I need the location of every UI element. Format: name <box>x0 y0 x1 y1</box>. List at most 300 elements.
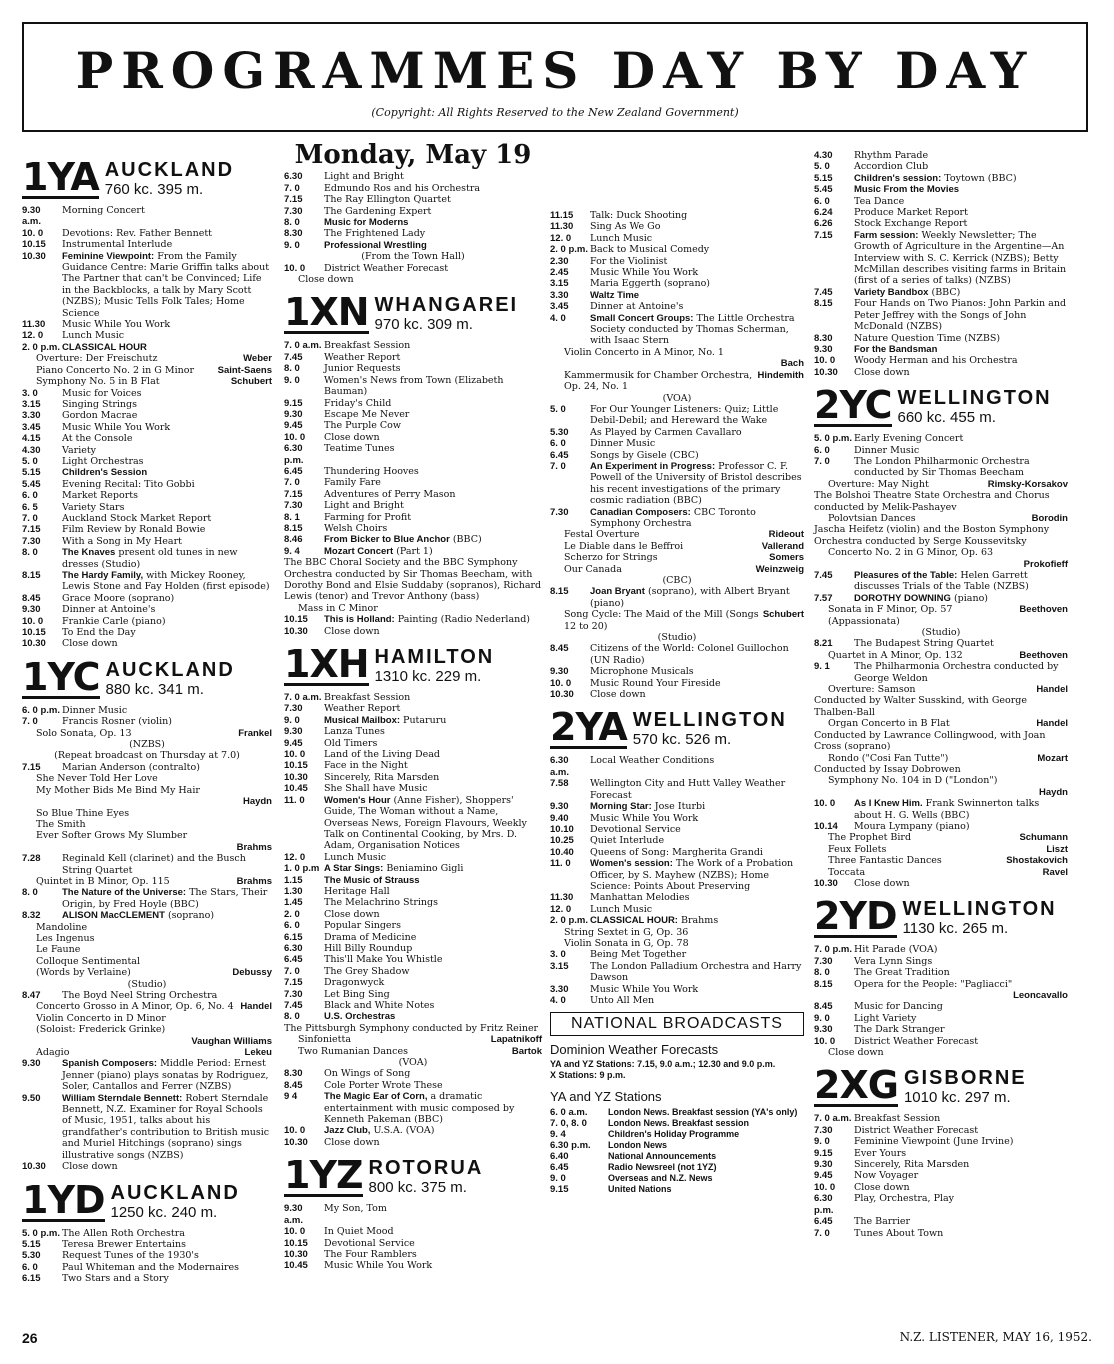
programme-text <box>324 726 542 737</box>
programme-work <box>22 365 272 376</box>
programme-title: Vera Lynn Sings <box>854 955 933 967</box>
work-title: String Sextet in G, Op. 36 <box>564 926 689 938</box>
programme-title: Weather Report <box>324 703 401 715</box>
programme-title: Toytown (BBC) <box>944 172 1017 184</box>
programme-highlight: An Experiment in Progress: <box>590 460 716 472</box>
programme-highlight: Morning Star: <box>590 801 652 813</box>
programme-time: 7.30 <box>284 988 303 1000</box>
programme-time: 9 4 <box>284 1091 298 1103</box>
programme-highlight: Farm session: <box>854 229 919 241</box>
programme-title: Land of the Living Dead <box>324 749 440 761</box>
programme-time: 5.30 <box>22 1250 41 1262</box>
programme-text <box>590 824 804 835</box>
programme-item <box>284 1226 542 1237</box>
programme-item <box>550 244 804 255</box>
programme-time: 4.30 <box>22 444 41 456</box>
programme-text <box>324 909 542 920</box>
programme-text <box>62 410 272 421</box>
programme-text <box>62 604 272 615</box>
programme-note: (VOA) <box>398 1057 428 1069</box>
programme-item <box>22 433 272 444</box>
programme-text <box>324 875 542 886</box>
programme-text <box>324 171 542 182</box>
programme-text <box>324 920 542 931</box>
programme-work <box>22 830 272 841</box>
programme-title: Wellington City and Hutt Valley Weather Forecast <box>590 778 786 801</box>
programme-text <box>590 461 804 507</box>
programme-time: 7. 0 a.m. <box>284 692 322 704</box>
composer: Rideout <box>768 529 804 541</box>
programme-work <box>22 376 272 387</box>
programme-time: 5.30 <box>550 426 569 438</box>
work-title: Rondo ("Cosi Fan Tutte") <box>828 752 949 764</box>
composer: Weinzweig <box>755 563 804 575</box>
programme-title: Brahms <box>681 915 719 927</box>
programme-title: Cole Porter Wrote These <box>324 1079 443 1091</box>
programme-title: Manhattan Melodies <box>590 892 690 904</box>
composer: Shostakovich <box>1006 855 1068 867</box>
programme-work <box>550 552 804 563</box>
programme-item <box>284 897 542 908</box>
programme-item <box>22 1262 272 1273</box>
programme-title: Helen Garrett discusses Trials of the Table (NZBS) <box>854 570 1029 593</box>
programme-title: Radio Newsreel (not 1YZ) <box>608 1161 717 1172</box>
programme-item <box>22 1058 272 1092</box>
programme-title: Dinner at Antoine's <box>62 604 156 616</box>
station-city: AUCKLAND <box>104 159 235 181</box>
work-title: Sinfonietta <box>298 1034 351 1046</box>
programme-item <box>22 524 272 535</box>
programme-time: 8.15 <box>284 522 303 534</box>
programme-title: Now Voyager <box>854 1170 919 1182</box>
programme-highlight: Children's session: <box>854 172 942 184</box>
programme-text <box>854 367 1068 378</box>
programme-work <box>550 609 804 632</box>
programme-title: The Budapest String Quartet <box>854 638 994 650</box>
programme-text <box>590 847 804 858</box>
programme-title: Music While You Work <box>590 983 699 995</box>
programme-time: 10.15 <box>284 1237 308 1249</box>
programme-title: The Gardening Expert <box>324 205 432 217</box>
station-header <box>814 894 1068 939</box>
programme-text <box>854 570 1068 593</box>
programme-title: Teresa Brewer Entertains <box>62 1238 186 1250</box>
programme-title: Music for Voices <box>62 387 142 399</box>
composer: Lapatnikoff <box>490 1034 542 1046</box>
programme-text <box>854 161 1068 172</box>
programme-work <box>22 773 272 784</box>
programme-text <box>62 433 272 444</box>
programme-text <box>324 398 542 409</box>
work-title: Feux Follets <box>828 843 887 855</box>
programme-time: 8.15 <box>22 570 41 581</box>
station-frequency: 570 kc. 526 m. <box>632 731 732 749</box>
programme-work <box>814 479 1068 490</box>
programme-time: 10.30 <box>814 877 838 889</box>
work-title: Adagio <box>36 1047 70 1059</box>
programme-item <box>22 513 272 524</box>
programme-text <box>62 536 272 547</box>
programme-item <box>22 1273 272 1284</box>
programme-item <box>284 240 542 251</box>
programme-highlight: ALISON MacCLEMENT <box>62 910 165 922</box>
programme-item <box>284 1080 542 1091</box>
programme-item <box>22 239 272 250</box>
station-frequency: 800 kc. 375 m. <box>368 1179 467 1197</box>
station-city: HAMILTON <box>374 646 495 669</box>
programme-item <box>550 915 804 926</box>
programme-highlight: Waltz Time <box>590 289 640 301</box>
programme-item <box>284 340 542 351</box>
station-header <box>22 654 272 699</box>
programme-title: Microphone Musicals <box>590 666 694 678</box>
programme-item <box>814 1182 1068 1193</box>
work-title: The Smith <box>36 818 86 830</box>
programme-item <box>22 593 272 604</box>
programme-time: 5. 0 p.m. <box>814 433 853 445</box>
copyright-note: (Copyright: All Rights Reserved to the New Zealand Government) <box>371 106 739 119</box>
programme-time: 9.30 <box>814 343 833 355</box>
programme-title: Moura Lympany (piano) <box>854 820 970 832</box>
station-frequency: 1010 kc. 297 m. <box>903 1089 1011 1107</box>
programme-highlight: U.S. Orchestras <box>324 1011 396 1023</box>
programme-work <box>22 922 272 933</box>
programme-highlight: Small Concert Groups: <box>590 312 694 324</box>
programme-item <box>814 196 1068 207</box>
programme-time: 9.40 <box>550 812 569 824</box>
column-4 <box>814 150 1068 1239</box>
programme-text <box>854 150 1068 161</box>
programme-item <box>550 450 804 461</box>
programme-time: 8. 0 <box>814 967 830 979</box>
programme-time: 8.45 <box>22 592 41 604</box>
programme-item <box>284 194 542 205</box>
programme-text <box>324 500 542 511</box>
programme-time: 1.15 <box>284 874 303 886</box>
programme-text <box>62 513 272 524</box>
programme-highlight: Pleasures of the Table: <box>854 570 958 581</box>
programme-text <box>854 1024 1068 1035</box>
programme-item <box>550 586 804 609</box>
programme-title: Let Bing Sing <box>324 988 390 1000</box>
programme-time: 8. 0 <box>22 547 38 559</box>
programme-text <box>324 863 542 874</box>
programme-highlight: CLASSICAL HOUR <box>62 341 147 353</box>
programme-title: Close down <box>854 1181 910 1193</box>
programme-time: 5. 0 <box>814 161 830 173</box>
programme-item <box>814 661 1068 684</box>
station-info <box>111 1182 240 1222</box>
programme-time: 6.15 <box>284 931 303 943</box>
programme-item <box>22 205 272 228</box>
programme-text <box>324 546 542 557</box>
programme-time: 8.30 <box>814 332 833 344</box>
programme-item <box>550 438 804 449</box>
programme-time: 6.26 <box>814 218 833 230</box>
programme-title: Light and Bright <box>324 171 404 183</box>
programme-text <box>854 218 1068 229</box>
programme-item <box>814 1148 1068 1159</box>
programme-text <box>62 627 272 638</box>
programme-text <box>324 795 542 852</box>
composer: Schubert <box>230 376 272 388</box>
station-info <box>375 294 519 334</box>
station-city: AUCKLAND <box>110 1181 240 1204</box>
programme-text <box>324 523 542 534</box>
programme-time: 7. 0 <box>22 512 38 524</box>
station-info <box>105 159 234 199</box>
programme-time: 6.30 p.m. <box>550 1139 591 1151</box>
programme-item <box>22 479 272 490</box>
programme-text <box>590 904 804 915</box>
programme-title: Conducted by Issay Dobrowen <box>814 763 961 775</box>
programme-text <box>814 695 1068 718</box>
programme-item <box>550 301 804 312</box>
programme-item <box>550 427 804 438</box>
programme-text <box>854 344 1068 355</box>
programme-time: 9.15 <box>814 1147 833 1159</box>
column-1 <box>22 150 272 1285</box>
programme-text <box>324 340 542 351</box>
programme-text <box>324 932 542 943</box>
programme-item <box>284 715 542 726</box>
programme-item <box>284 375 542 398</box>
programme-time: 9. 0 <box>284 374 300 386</box>
composer: Handel <box>1036 718 1068 730</box>
station-header <box>22 1177 272 1222</box>
programme-time: 6.15 <box>22 1273 41 1285</box>
programme-time: 9.45 <box>284 737 303 749</box>
programme-title: From the Family Guidance Centre: Marie Griffin talks about The Partner that can't be Convinced; Life in the Backblocks, a talk by Mary Scott (NZBS); Music Tells Folk Tales; Home Science <box>62 250 270 319</box>
programme-title: National Announcements <box>608 1150 717 1161</box>
programme-text <box>62 239 272 250</box>
programme-highlight: William Sterndale Bennett: <box>62 1092 183 1104</box>
work-title: Mass in C Minor <box>298 602 378 614</box>
programme-title: Close down <box>854 877 910 889</box>
programme-text <box>324 1068 542 1079</box>
programme-item <box>284 738 542 749</box>
work-title: Symphony No. 5 in B Flat <box>36 376 160 388</box>
programme-item <box>814 333 1068 344</box>
programme-highlight: Children's Session <box>62 467 148 479</box>
programme-item <box>284 489 542 500</box>
programme-title: Frank Swinnerton talks about H. G. Wells (BBC) <box>854 798 1040 821</box>
programme-item <box>284 409 542 420</box>
programme-title: Morning Concert <box>62 205 145 216</box>
station-frequency: 1310 kc. 229 m. <box>374 668 482 686</box>
programme-title: Black and White Notes <box>324 1000 435 1011</box>
programme-title: Close down <box>324 908 380 920</box>
programme-item <box>284 1203 542 1226</box>
programme-text <box>62 479 272 490</box>
programme-item <box>284 920 542 931</box>
programme-item <box>814 821 1068 832</box>
programme-title: My Son, Tom <box>324 1203 387 1215</box>
programme-title: Local Weather Conditions <box>590 755 715 767</box>
programme-title: Talk: Duck Shooting <box>590 210 688 221</box>
programme-item <box>284 1011 542 1022</box>
programme-item <box>550 461 804 507</box>
programme-time: 8. 0 <box>284 363 300 375</box>
programme-item <box>22 490 272 501</box>
programme-time: 7. 0 <box>550 460 566 472</box>
programme-item <box>814 1216 1068 1227</box>
programme-title: Dinner at Antoine's <box>590 301 684 313</box>
programme-time: 9.30 <box>22 604 41 616</box>
programme-text <box>324 206 542 217</box>
programme-title: Children's Holiday Programme <box>608 1128 740 1139</box>
programme-time: 10. 0 <box>814 798 836 810</box>
programme-item <box>284 1023 542 1034</box>
programme-text <box>324 977 542 988</box>
national-item <box>550 1107 804 1118</box>
programme-text <box>854 1113 1068 1124</box>
programme-item <box>550 507 804 530</box>
programme-highlight: As I Knew Him. <box>854 798 923 810</box>
programme-title: (BBC) <box>931 286 961 298</box>
programme-time: 10. 0 <box>284 431 306 443</box>
station-callsign: 2YA <box>550 705 627 750</box>
page-number: 26 <box>22 1330 38 1346</box>
programme-time: 7. 0, 8. 0 <box>550 1117 587 1129</box>
programme-title: Evening Recital: Tito Gobbi <box>62 478 195 490</box>
programme-time: 6. 0 a.m. <box>550 1106 588 1118</box>
programme-title: At the Console <box>62 433 133 445</box>
programme-title: The Four Ramblers <box>324 1248 417 1260</box>
composer: Leoncavallo <box>1013 990 1068 1001</box>
programme-title: Hill Billy Roundup <box>324 942 413 954</box>
programme-time: 9. 0 <box>284 714 300 726</box>
composer: Frankel <box>238 727 272 739</box>
programme-text <box>62 502 272 513</box>
programme-item <box>284 466 542 477</box>
programme-title: She Shall have Music <box>324 783 428 795</box>
work-title: Concerto No. 2 in G Minor, Op. 63 <box>828 547 994 559</box>
programme-title: Light Variety <box>854 1012 917 1024</box>
programme-work <box>22 353 272 364</box>
programme-text <box>590 778 804 801</box>
national-item <box>550 1140 804 1151</box>
programme-item <box>22 1250 272 1261</box>
programme-title: Teatime Tunes <box>324 443 395 455</box>
programme-time: 7.28 <box>22 853 41 865</box>
station-callsign: 1XH <box>284 642 369 687</box>
work-title: Two Rumanian Dances <box>298 1045 408 1057</box>
work-title: So Blue Thine Eyes <box>36 807 130 819</box>
programme-title: Two Stars and a Story <box>62 1273 169 1285</box>
programme-item <box>284 760 542 771</box>
work-title: Toccata <box>828 866 866 878</box>
programme-text <box>62 251 272 319</box>
programme-work <box>814 1047 1068 1058</box>
programme-text <box>854 1136 1068 1147</box>
programme-time: 10.40 <box>550 846 574 858</box>
programme-item <box>284 852 542 863</box>
programme-item <box>284 932 542 943</box>
programme-highlight: Feminine Viewpoint: <box>62 250 155 262</box>
programme-item <box>22 399 272 410</box>
programme-work <box>550 564 804 575</box>
programme-time: 8.15 <box>814 298 833 310</box>
programme-time: 9. 4 <box>550 1128 566 1140</box>
programme-item <box>814 1136 1068 1147</box>
programme-title: Rhythm Parade <box>854 150 929 161</box>
programme-time: 10. 0 <box>284 1226 306 1238</box>
work-title: Piano Concerto No. 2 in G Minor <box>36 364 194 376</box>
programme-title: Welsh Choirs <box>324 522 388 534</box>
programme-title: (soprano) <box>167 910 215 922</box>
programme-highlight: The Nature of the Universe: <box>62 887 187 899</box>
station-city: GISBORNE <box>903 1067 1027 1090</box>
programme-title: The Frightened Lady <box>324 228 426 240</box>
programme-work <box>814 650 1068 661</box>
programme-time: 10. 0 <box>550 677 572 689</box>
programme-title: Songs by Gisele (CBC) <box>590 449 699 461</box>
programme-title: Film Review by Ronald Bowie <box>62 524 206 536</box>
programme-work <box>814 867 1068 878</box>
programme-time: 7.15 <box>284 488 303 500</box>
station-city: WELLINGTON <box>897 387 1052 410</box>
programme-item <box>22 251 272 319</box>
programme-title: Produce Market Report <box>854 207 968 219</box>
programme-text <box>62 1262 272 1273</box>
programme-text <box>590 643 804 666</box>
programme-work <box>550 529 804 540</box>
programme-time: 7.30 <box>814 955 833 967</box>
programme-item <box>284 783 542 794</box>
programme-item <box>284 228 542 239</box>
programme-time: 1. 0 p.m <box>284 863 320 875</box>
programme-item <box>284 692 542 703</box>
programme-item <box>284 477 542 488</box>
programme-note: (VOA) <box>662 392 692 404</box>
station-frequency: 1130 kc. 265 m. <box>902 920 1009 938</box>
programme-title: The Stars, Their Origin, by Fred Hoyle (BBC) <box>62 887 268 910</box>
programme-item <box>284 443 542 466</box>
programme-title: For Our Younger Listeners: Quiz; Little Debil-Debil; and Hereward the Wake <box>590 403 779 427</box>
programme-time: 7.30 <box>814 1124 833 1136</box>
programme-text <box>324 738 542 749</box>
programme-item <box>814 207 1068 218</box>
station-info <box>369 1157 484 1197</box>
programme-title: Robert Sterndale Bennett, N.Z. Examiner for Royal Schools of Music, 1951, talks about his grandfather's contribution to British music and Muriel Hitchings (soprano) sings illustrative songs (NZBS) <box>62 1092 270 1161</box>
programme-item <box>550 233 804 244</box>
programme-time: 6. 5 <box>22 501 38 513</box>
programme-text <box>324 1000 542 1011</box>
programme-item <box>550 210 804 221</box>
programme-title: Heritage Hall <box>324 885 390 897</box>
programme-time: 10. 0 <box>814 355 836 367</box>
composer: Ravel <box>1042 866 1068 878</box>
programme-highlight: Spanish Composers: <box>62 1058 158 1070</box>
programme-text <box>62 638 272 649</box>
programme-title: Queens of Song: Margherita Grandi <box>590 846 763 858</box>
composer: Brahms <box>236 841 272 853</box>
programme-work <box>814 684 1068 695</box>
programme-text <box>62 705 272 716</box>
programme-item <box>284 1137 542 1148</box>
programme-title: (Part 1) <box>396 545 433 557</box>
programme-title: Sincerely, Rita Marsden <box>324 771 440 783</box>
work-title: Kammermusik for Chamber Orchestra, Op. 24, No. 1 <box>564 369 753 393</box>
programme-item <box>284 614 542 625</box>
station-info <box>106 659 235 699</box>
programme-text <box>324 240 542 251</box>
programme-text <box>324 228 542 239</box>
programme-highlight: Variety Bandbox <box>854 286 929 298</box>
programme-title: Painting (Radio Nederland) <box>397 614 531 626</box>
programme-item <box>814 1193 1068 1216</box>
